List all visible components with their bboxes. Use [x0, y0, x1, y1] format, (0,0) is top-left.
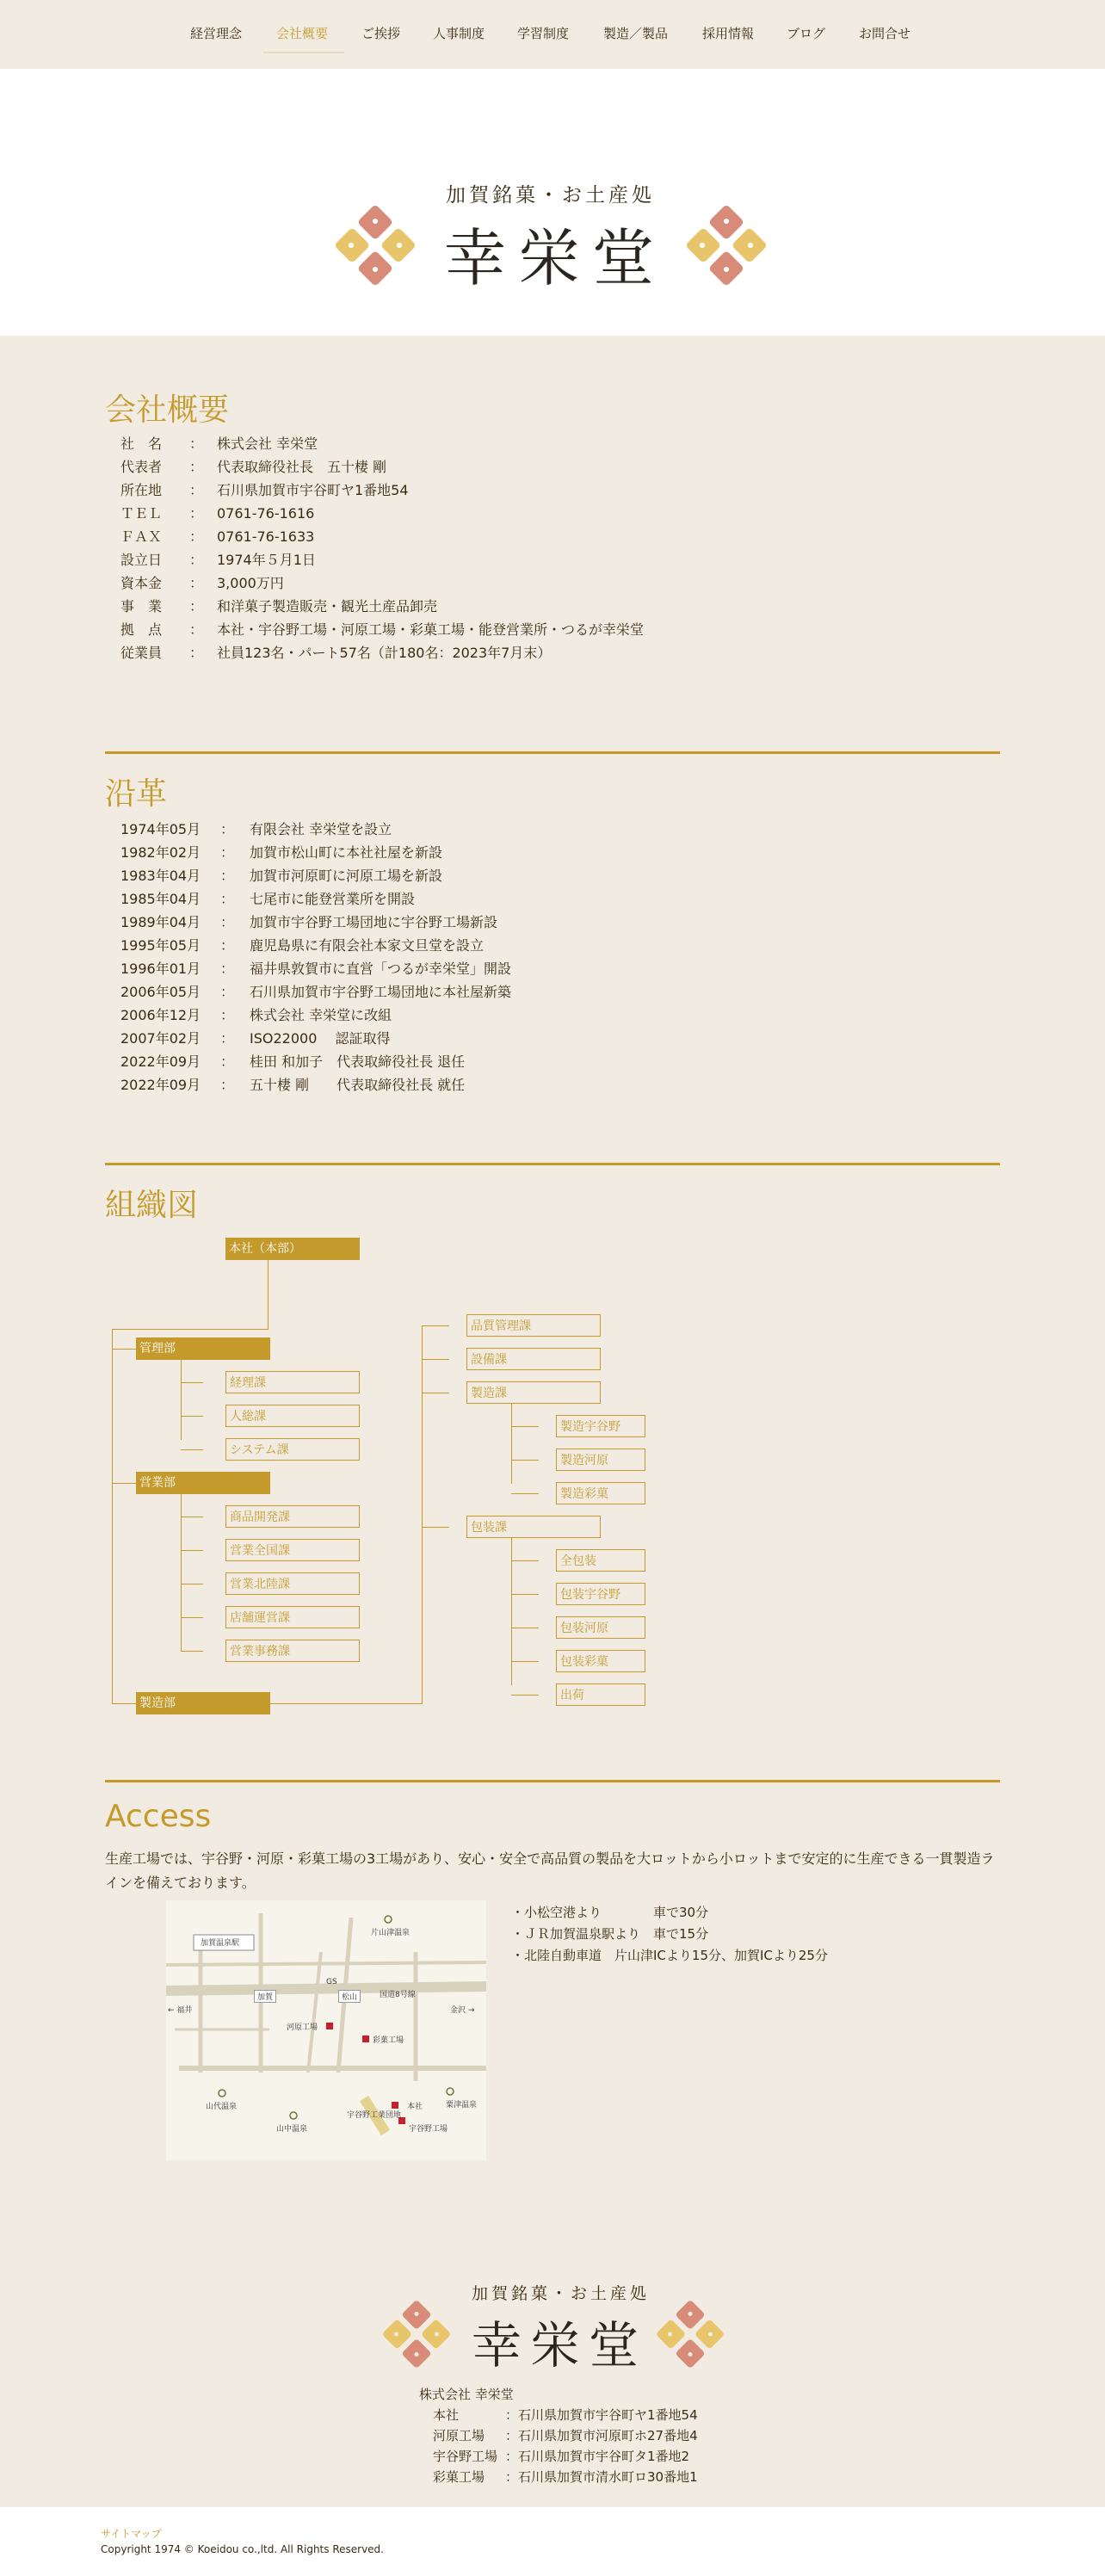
- org-line: [422, 1527, 449, 1528]
- info-key: 事 業: [120, 598, 163, 615]
- info-row: [120, 957, 895, 980]
- org-line: [511, 1560, 539, 1561]
- footer-bar: [0, 2507, 1105, 2576]
- org-line: [422, 1325, 423, 1704]
- org-sub: 営業北陸課: [225, 1572, 360, 1595]
- info-row: [120, 595, 895, 618]
- top-nav: [0, 0, 1105, 69]
- info-row: [120, 548, 895, 571]
- hero-logo-area: [0, 69, 1105, 336]
- logo-name: 幸栄堂: [444, 222, 667, 294]
- org-sub: 人総課: [225, 1405, 360, 1427]
- org-line: [112, 1329, 269, 1330]
- info-row: [120, 1073, 895, 1096]
- info-value: 1974年５月1日: [217, 552, 316, 568]
- map-label: GS: [326, 1978, 337, 1986]
- info-value: 石川県加賀市宇谷野工場団地に本社屋新築: [250, 984, 512, 1000]
- info-colon: ：: [220, 914, 235, 930]
- info-row: [120, 841, 895, 864]
- footer-address-row: [419, 2405, 698, 2425]
- sitemap-link[interactable]: サイトマップ: [101, 2528, 162, 2540]
- history-list: [120, 818, 895, 1096]
- info-row: [120, 887, 895, 911]
- info-value: 株式会社 幸栄堂: [217, 436, 318, 452]
- info-row: [120, 455, 895, 479]
- footer-address-value: ：石川県加賀市清水町ロ30番地1: [505, 2469, 698, 2485]
- map-label: 加賀: [254, 1990, 276, 2003]
- info-row: [120, 1027, 895, 1050]
- section-divider: [105, 1780, 1000, 1782]
- info-value: 五十棲 剛 代表取締役社長 就任: [250, 1077, 466, 1093]
- info-key: 1974年05月: [120, 821, 201, 837]
- info-value: 鹿児島県に有限会社本家文旦堂を設立: [250, 937, 485, 954]
- nav-item-products[interactable]: 製造／製品: [603, 26, 669, 41]
- info-key: 社 名: [120, 436, 163, 452]
- flower-mark-icon: [380, 2298, 453, 2370]
- info-colon: ：: [220, 961, 235, 977]
- info-value: 0761-76-1633: [217, 528, 315, 545]
- org-dept-seizo: 製造部: [136, 1692, 270, 1714]
- info-value: 桂田 和加子 代表取締役社長 退任: [250, 1053, 466, 1070]
- footer-address-block: [419, 2384, 698, 2487]
- info-key: 2022年09月: [120, 1077, 201, 1093]
- access-description: 生産工場では、宇谷野・河原・彩菓工場の3工場があり、安心・安全で高品質の製品を大ロットから小ロットまで安定的に生産できる一貫製造ラインを備えております。: [105, 1850, 995, 1891]
- org-line: [511, 1426, 539, 1427]
- info-key: 2006年05月: [120, 984, 201, 1000]
- info-row: [120, 864, 895, 887]
- map-label: 本社: [407, 2103, 423, 2111]
- copyright-text: Copyright 1974 © Koeidou co.,ltd. All Rights Reserved.: [101, 2543, 384, 2555]
- map-label: 宇谷野工業団地: [347, 2111, 402, 2120]
- info-colon: ：: [220, 1007, 235, 1023]
- info-colon: ：: [189, 505, 204, 522]
- info-row: [120, 911, 895, 934]
- info-value: 七尾市に能登営業所を開設: [250, 891, 416, 907]
- info-row: [120, 1004, 895, 1027]
- info-value: 加賀市河原町に河原工場を新設: [250, 868, 443, 884]
- nav-item-greeting[interactable]: ご挨拶: [361, 26, 401, 41]
- history-section-title: 沿革: [105, 776, 168, 812]
- org-sub: 製造宇谷野: [556, 1415, 645, 1437]
- footer-address-value: ：石川県加賀市河原町ホ27番地4: [505, 2428, 698, 2443]
- org-sub: 包装宇谷野: [556, 1583, 645, 1605]
- org-section-title: 組織図: [105, 1188, 199, 1223]
- info-key: 代表者: [120, 459, 163, 475]
- direction-item: ・ＪＲ加賀温泉駅より 車で15分: [511, 1926, 709, 1942]
- org-line: [181, 1382, 203, 1383]
- info-row: [120, 479, 895, 502]
- info-value: 代表取締役社長 五十棲 剛: [217, 459, 387, 475]
- org-sub: 設備課: [466, 1348, 601, 1370]
- info-row: [120, 641, 895, 664]
- flower-mark-icon: [332, 202, 418, 288]
- org-line: [268, 1260, 269, 1329]
- footer-address-key: 宇谷野工場: [433, 2449, 498, 2464]
- map-label: 松山: [338, 1990, 361, 2003]
- org-root: 本社（本部）: [225, 1238, 360, 1260]
- footer-company-name: 株式会社 幸栄堂: [419, 2387, 514, 2402]
- access-map: [166, 1900, 486, 2160]
- org-line: [181, 1651, 203, 1652]
- info-value: 福井県敦賀市に直営「つるが幸栄堂」開設: [250, 961, 512, 977]
- info-row: [120, 1050, 895, 1073]
- org-sub: システム課: [225, 1438, 360, 1461]
- info-key: 1983年04月: [120, 868, 201, 884]
- info-colon: ：: [189, 459, 204, 475]
- org-line: [181, 1449, 203, 1450]
- org-sub: 全包装: [556, 1549, 645, 1572]
- org-sub: 営業事務課: [225, 1640, 360, 1662]
- info-row: [120, 818, 895, 841]
- org-line: [511, 1460, 539, 1461]
- section-divider: [105, 751, 1000, 754]
- org-line: [270, 1703, 422, 1704]
- footer-address-key: 彩菓工場: [433, 2469, 485, 2485]
- org-line: [112, 1329, 113, 1704]
- info-key: 所在地: [120, 482, 163, 498]
- flower-mark-icon: [683, 202, 769, 288]
- info-colon: ：: [220, 1030, 235, 1047]
- info-colon: ：: [220, 984, 235, 1000]
- map-label: 粟津温泉: [446, 2101, 478, 2110]
- info-row: [120, 571, 895, 595]
- org-sub: 包装課: [466, 1516, 601, 1538]
- org-line: [181, 1550, 203, 1551]
- nav-item-philosophy[interactable]: 経営理念: [190, 26, 243, 41]
- logo-subtitle: 加賀銘菓・お土産処: [446, 184, 655, 207]
- nav-active-underline: [263, 52, 344, 53]
- company-info-list: [120, 432, 895, 664]
- info-key: 1995年05月: [120, 937, 201, 954]
- info-row: [120, 980, 895, 1004]
- info-value: 3,000万円: [217, 575, 284, 591]
- info-key: 従業員: [120, 645, 163, 661]
- org-line: [181, 1360, 182, 1440]
- org-sub: 製造彩菓: [556, 1482, 645, 1504]
- map-label: 国道8号線: [380, 1991, 416, 1999]
- org-line: [422, 1325, 449, 1326]
- info-colon: ：: [220, 821, 235, 837]
- info-colon: ：: [189, 598, 204, 615]
- org-line: [181, 1416, 203, 1417]
- org-line: [511, 1493, 539, 1494]
- nav-item-hr[interactable]: 人事制度: [433, 26, 485, 41]
- info-key: 1996年01月: [120, 961, 201, 977]
- info-key: 2007年02月: [120, 1030, 201, 1047]
- org-line: [511, 1404, 512, 1484]
- info-key: ＦＡＸ: [120, 528, 163, 545]
- info-colon: ：: [189, 575, 204, 591]
- flower-mark-icon: [654, 2298, 726, 2370]
- org-dept-kanri: 管理部: [136, 1337, 270, 1360]
- footer-address-value: ：石川県加賀市宇谷町ヤ1番地54: [505, 2407, 698, 2423]
- org-sub: 品質管理課: [466, 1314, 601, 1337]
- info-key: 1982年02月: [120, 844, 201, 861]
- info-row: [120, 934, 895, 957]
- info-value: 株式会社 幸栄堂に改組: [250, 1007, 392, 1023]
- info-value: 和洋菓子製造販売・観光土産品卸売: [217, 598, 438, 615]
- info-row: [120, 502, 895, 525]
- access-directions: [511, 1902, 828, 1967]
- info-key: 1985年04月: [120, 891, 201, 907]
- org-sub: 包装河原: [556, 1616, 645, 1639]
- org-sub: 営業全国課: [225, 1539, 360, 1561]
- org-line: [511, 1594, 539, 1595]
- org-chart: [105, 1231, 673, 1713]
- footer-address-value: ：石川県加賀市宇谷町タ1番地2: [505, 2449, 690, 2464]
- nav-item-blog[interactable]: ブログ: [787, 26, 826, 41]
- map-label: 金沢 →: [450, 2006, 475, 2015]
- info-value: 0761-76-1616: [217, 505, 315, 522]
- footer-address-row: [419, 2446, 690, 2467]
- footer-logo-subtitle: 加賀銘菓・お土産処: [472, 2284, 651, 2303]
- nav-item-company[interactable]: 会社概要: [276, 26, 329, 41]
- info-key: 資本金: [120, 575, 163, 591]
- org-line: [511, 1661, 539, 1662]
- org-line: [511, 1695, 539, 1696]
- company-section-title: 会社概要: [105, 392, 230, 428]
- info-key: 2022年09月: [120, 1053, 201, 1070]
- org-sub: 商品開発課: [225, 1505, 360, 1528]
- info-colon: ：: [189, 482, 204, 498]
- footer-address-key: 本社: [433, 2407, 460, 2423]
- info-colon: ：: [220, 937, 235, 954]
- info-value: 石川県加賀市宇谷町ヤ1番地54: [217, 482, 409, 498]
- info-colon: ：: [220, 891, 235, 907]
- nav-item-recruit[interactable]: 採用情報: [702, 26, 755, 41]
- direction-item: ・小松空港より 車で30分: [511, 1905, 709, 1920]
- info-value: ISO22000 認証取得: [250, 1030, 391, 1047]
- org-sub: 製造課: [466, 1381, 601, 1404]
- info-colon: ：: [220, 1053, 235, 1070]
- map-label: 加賀温泉駅: [201, 1939, 240, 1948]
- direction-item: ・北陸自動車道 片山津ICより15分、加賀ICより25分: [511, 1948, 828, 1963]
- nav-list: [0, 0, 1105, 69]
- map-label: 片山津温泉: [371, 1929, 411, 1937]
- nav-item-contact[interactable]: お問合せ: [859, 26, 911, 41]
- info-colon: ：: [220, 844, 235, 861]
- info-key: 設立日: [120, 552, 163, 568]
- info-colon: ：: [220, 1077, 235, 1093]
- map-label: ← 福井: [168, 2006, 193, 2015]
- info-key: 拠 点: [120, 621, 163, 638]
- info-colon: ：: [189, 552, 204, 568]
- info-colon: ：: [189, 436, 204, 452]
- org-sub: 出荷: [556, 1683, 645, 1706]
- info-value: 本社・宇谷野工場・河原工場・彩菓工場・能登営業所・つるが幸栄堂: [217, 621, 645, 638]
- map-label: 彩菓工場: [373, 2036, 404, 2045]
- info-colon: ：: [189, 645, 204, 661]
- footer-address-key: 河原工場: [433, 2428, 485, 2443]
- org-line: [181, 1584, 203, 1585]
- org-line: [181, 1494, 182, 1651]
- org-sub: 店舗運営課: [225, 1606, 360, 1628]
- info-colon: ：: [189, 621, 204, 638]
- org-line: [422, 1359, 449, 1360]
- info-value: 有限会社 幸栄堂を設立: [250, 821, 392, 837]
- footer-address-row: [419, 2425, 698, 2446]
- info-row: [120, 525, 895, 548]
- info-colon: ：: [220, 868, 235, 884]
- info-key: 2006年12月: [120, 1007, 201, 1023]
- info-colon: ：: [189, 528, 204, 545]
- info-value: 加賀市宇谷野工場団地に宇谷野工場新設: [250, 914, 498, 930]
- info-key: 1989年04月: [120, 914, 201, 930]
- footer-address-row: [419, 2467, 698, 2487]
- info-value: 加賀市松山町に本社社屋を新設: [250, 844, 443, 861]
- nav-item-learning[interactable]: 学習制度: [517, 26, 570, 41]
- map-label: 山中温泉: [276, 2125, 308, 2134]
- org-sub: 製造河原: [556, 1449, 645, 1471]
- org-line: [181, 1617, 203, 1618]
- info-row: [120, 432, 895, 455]
- map-label: 宇谷野工場: [409, 2125, 448, 2134]
- section-divider: [105, 1163, 1000, 1165]
- info-value: 社員123名・パート57名（計180名：2023年7月末）: [217, 645, 552, 661]
- map-label: 河原工場: [287, 2023, 318, 2032]
- info-key: ＴＥＬ: [120, 505, 163, 522]
- map-label: 山代温泉: [206, 2103, 238, 2111]
- org-sub: 経理課: [225, 1371, 360, 1393]
- org-dept-eigyo: 営業部: [136, 1472, 270, 1494]
- info-row: [120, 618, 895, 641]
- footer-logo-name: 幸栄堂: [472, 2316, 648, 2375]
- org-sub: 包装彩菓: [556, 1650, 645, 1672]
- access-section-title: Access: [105, 1799, 212, 1834]
